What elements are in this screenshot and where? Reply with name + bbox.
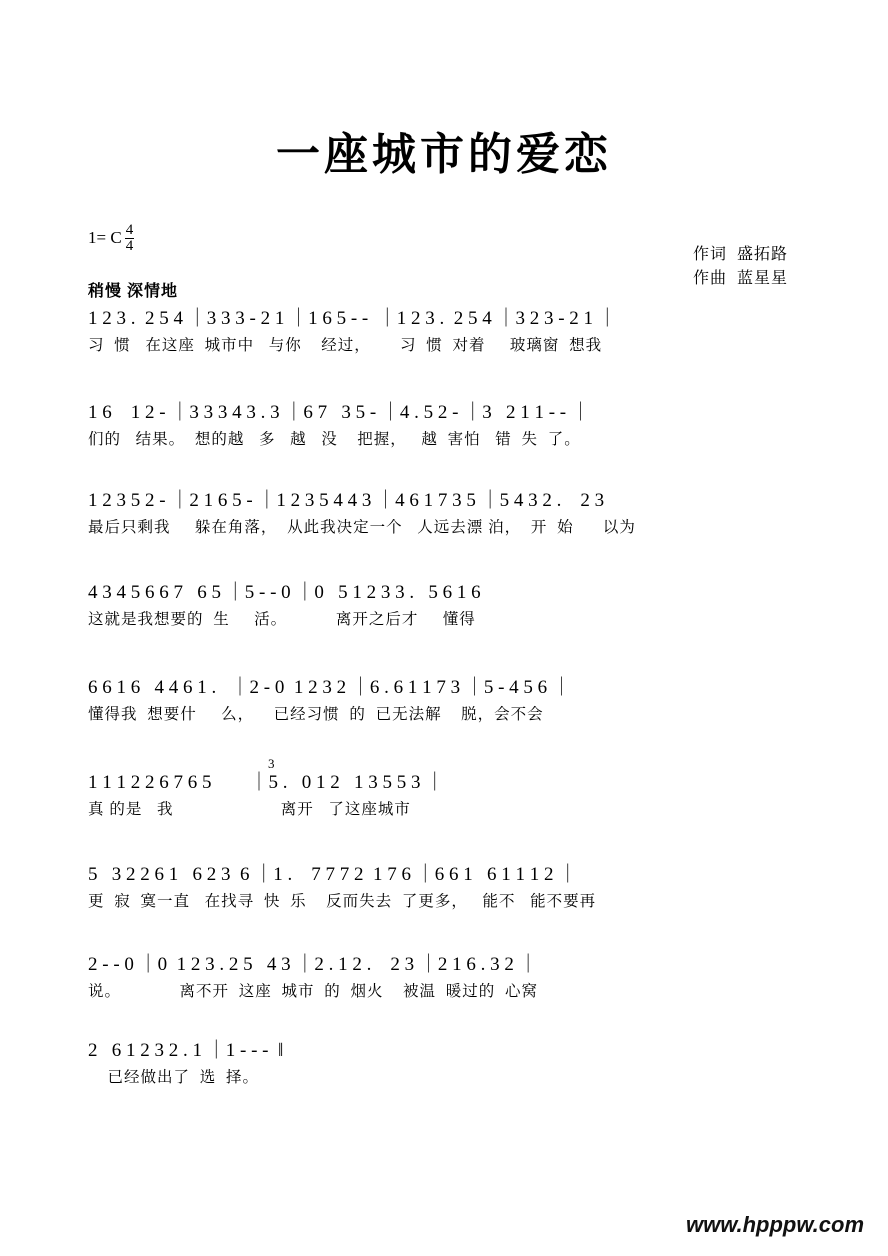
composer-credit: 作曲 蓝星星 [692, 270, 788, 287]
notation-row: 1 6 1 2 - ｜3 3 3 4 3 . 3 ｜6 7 3 5 - ｜4 . 5 2 - ｜3 2 1 1 - - ｜ [88, 402, 590, 423]
credits [693, 243, 788, 291]
triplet-marking: 3 [268, 756, 275, 771]
lyric-row: 习 惯 在这座 城市中 与你 经过， 习 惯 对着 玻璃窗 想我 [88, 337, 603, 354]
music-system [88, 400, 800, 452]
music-system [88, 580, 800, 632]
tempo-marking: 稍慢 深情地 [88, 283, 179, 300]
lyric-row: 最后只剩我 躲在角落， 从此我决定一个 人远去漂 泊， 开 始 以为 [88, 519, 636, 536]
lyric-row: 懂得我 想要什 么， 已经习惯 的 已无法解 脱，会不会 [88, 706, 544, 723]
notation-row: 5 3 2 2 6 1 6 2 3 6 ｜1 . 7 7 7 2 1 7 6 ｜6 6 1 6 1 1 1 2 ｜ [88, 864, 578, 885]
notation-row: 4 3 4 5 6 6 7 6 5 ｜5 - - 0 ｜0 5 1 2 3 3 . 5 6 1 6 [88, 582, 481, 603]
notation-row: 2 6 1 2 3 2 . 1 ｜1 - - - ‖ [88, 1040, 284, 1061]
lyric-row: 这就是我想要的 生 活。 离开之后才 懂得 [88, 611, 476, 628]
watermark-url: www.hpppw.com [685, 1212, 864, 1237]
notation-row: 6 6 1 6 4 4 6 1 . ｜2 - 0 1 2 3 2 ｜6 . 6 1 1 7 3 ｜5 - 4 5 6 ｜ [88, 677, 571, 698]
time-signature-denominator: 4 [125, 238, 134, 254]
lyric-row: 更 寂 寞一直 在找寻 快 乐 反而失去 了更多， 能不 能不要再 [88, 893, 597, 910]
music-system [88, 675, 800, 727]
lyric-row: 说。 离不开 这座 城市 的 烟火 被温 暖过的 心窝 [88, 983, 539, 1000]
lyric-row: 真 的是 我 离开 了这座城市 [88, 801, 411, 818]
music-system [88, 862, 800, 914]
key-signature [88, 222, 134, 253]
notation-row: 1 1 1 2 2 6 7 6 5 ｜5 . 0 1 2 1 3 5 5 3 ｜ [88, 772, 445, 793]
music-system [88, 756, 800, 822]
time-signature [125, 223, 135, 254]
music-system [88, 488, 800, 540]
notation-row: 1 2 3 5 2 - ｜2 1 6 5 - ｜1 2 3 5 4 4 3 ｜4 6 1 7 3 5 ｜5 4 3 2 . 2 3 [88, 490, 605, 511]
notation-row: 2 - - 0 ｜0 1 2 3 . 2 5 4 3 ｜2 . 1 2 . 2 3 ｜2 1 6 . 3 2 ｜ [88, 954, 538, 975]
music-system [88, 306, 800, 358]
music-system [88, 1038, 800, 1090]
notation-row: 1 2 3 . 2 5 4 ｜3 3 3 - 2 1 ｜1 6 5 - - ｜1 2 3 . 2 5 4 ｜3 2 3 - 2 1 ｜ [88, 308, 617, 329]
key-signature-text: 1= C [88, 227, 122, 247]
lyric-row: 们的 结果。 想的越 多 越 没 把握， 越 害怕 错 失 了。 [88, 431, 581, 448]
music-system [88, 952, 800, 1004]
lyric-row: 已经做出了 选 择。 [88, 1069, 260, 1086]
lyricist-credit: 作词 盛拓路 [692, 246, 788, 263]
page-title: 一座城市的爱恋 [276, 130, 612, 179]
time-signature-numerator: 4 [125, 222, 134, 238]
